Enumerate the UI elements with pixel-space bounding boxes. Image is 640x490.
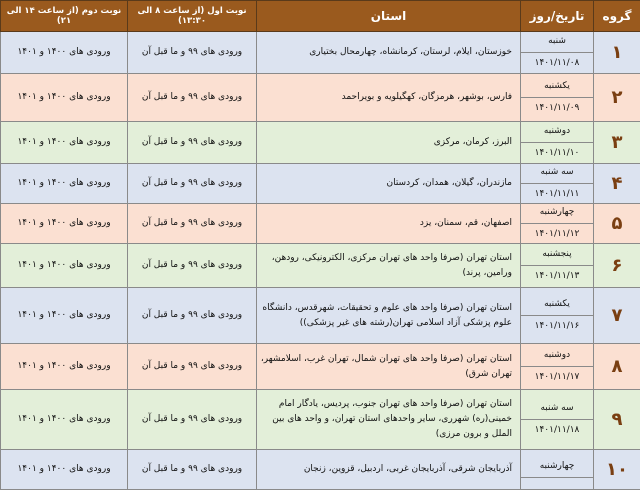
table-row bbox=[1, 32, 640, 74]
date-cell bbox=[521, 450, 594, 490]
table-row bbox=[1, 244, 640, 288]
province-cell: استان تهران (صرفا واحد های تهران شمال، تهران غرب، اسلامشهر، تهران شرق) bbox=[257, 344, 521, 390]
shift2-cell: ورودی های ۱۴۰۰ و ۱۴۰۱ bbox=[1, 288, 128, 344]
group-number: ۵ bbox=[594, 204, 640, 244]
date-value: ۱۴۰۱/۱۱/۱۳ bbox=[524, 269, 590, 284]
day-name: یکشنبه bbox=[521, 297, 593, 316]
province-cell: خوزستان، ایلام، لرستان، کرمانشاه، چهارمحال بختیاری bbox=[257, 32, 521, 74]
shift1-cell: ورودی های ۹۹ و ما قبل آن bbox=[128, 450, 257, 490]
table-row bbox=[1, 74, 640, 122]
shift1-cell: ورودی های ۹۹ و ما قبل آن bbox=[128, 244, 257, 288]
date-cell bbox=[521, 74, 594, 122]
province-cell: البرز، کرمان، مرکزی bbox=[257, 122, 521, 164]
group-number: ۷ bbox=[594, 288, 640, 344]
header-date: تاریخ/روز bbox=[521, 1, 594, 32]
date-value: ۱۴۰۱/۱۱/۱۰ bbox=[524, 146, 590, 161]
shift1-cell: ورودی های ۹۹ و ما قبل آن bbox=[128, 122, 257, 164]
shift1-cell: ورودی های ۹۹ و ما قبل آن bbox=[128, 204, 257, 244]
day-name: سه شنبه bbox=[521, 165, 593, 184]
shift2-cell: ورودی های ۱۴۰۰ و ۱۴۰۱ bbox=[1, 204, 128, 244]
header-row bbox=[1, 1, 640, 32]
province-cell: فارس، بوشهر، هرمزگان، کهگیلویه و بویراحمد bbox=[257, 74, 521, 122]
shift1-cell: ورودی های ۹۹ و ما قبل آن bbox=[128, 164, 257, 204]
group-number: ۱ bbox=[594, 32, 640, 74]
date-value: ۱۴۰۱/۱۱/۰۸ bbox=[524, 56, 590, 71]
date-cell bbox=[521, 204, 594, 244]
date-cell bbox=[521, 288, 594, 344]
group-number: ۴ bbox=[594, 164, 640, 204]
shift2-cell: ورودی های ۱۴۰۰ و ۱۴۰۱ bbox=[1, 74, 128, 122]
date-value: ۱۴۰۱/۱۱/۱۲ bbox=[524, 227, 590, 242]
day-name: شنبه bbox=[521, 34, 593, 53]
province-cell: مازندران، گیلان، همدان، کردستان bbox=[257, 164, 521, 204]
group-number: ۱۰ bbox=[594, 450, 640, 490]
shift2-cell: ورودی های ۱۴۰۰ و ۱۴۰۱ bbox=[1, 244, 128, 288]
date-value: ۱۴۰۱/۱۱/۱۷ bbox=[524, 370, 590, 385]
province-cell: استان تهران (صرفا واحد های تهران جنوب، پردیس، یادگار امام خمینی(ره) شهرری، سایر واحدهای استان تهران، و واحد های بین الملل و برون مرزی) bbox=[257, 390, 521, 450]
day-name: دوشنبه bbox=[521, 348, 593, 367]
table-row bbox=[1, 164, 640, 204]
day-name: سه شنبه bbox=[521, 401, 593, 420]
date-cell bbox=[521, 244, 594, 288]
date-cell bbox=[521, 390, 594, 450]
group-number: ۸ bbox=[594, 344, 640, 390]
day-name: یکشنبه bbox=[521, 79, 593, 98]
date-cell bbox=[521, 164, 594, 204]
header-shift2: نوبت دوم (از ساعت ۱۴ الی ۲۱) bbox=[1, 1, 128, 32]
province-cell: استان تهران (صرفا واحد های تهران مرکزی، الکترونیکی، رودهن، ورامین، پرند) bbox=[257, 244, 521, 288]
shift2-cell: ورودی های ۱۴۰۰ و ۱۴۰۱ bbox=[1, 344, 128, 390]
day-name: پنجشنبه bbox=[521, 247, 593, 266]
date-cell bbox=[521, 122, 594, 164]
date-cell bbox=[521, 32, 594, 74]
date-value: ۱۴۰۱/۱۱/۱۸ bbox=[524, 423, 590, 438]
shift2-cell: ورودی های ۱۴۰۰ و ۱۴۰۱ bbox=[1, 450, 128, 490]
day-name: دوشنبه bbox=[521, 124, 593, 143]
date-value: ۱۴۰۱/۱۱/۱۱ bbox=[524, 187, 590, 202]
shift1-cell: ورودی های ۹۹ و ما قبل آن bbox=[128, 390, 257, 450]
table-row bbox=[1, 344, 640, 390]
shift1-cell: ورودی های ۹۹ و ما قبل آن bbox=[128, 32, 257, 74]
province-cell: اصفهان، قم، سمنان، یزد bbox=[257, 204, 521, 244]
date-value: ۱۴۰۱/۱۱/۰۹ bbox=[524, 101, 590, 116]
table-row bbox=[1, 450, 640, 490]
table-row bbox=[1, 288, 640, 344]
header-shift1: نوبت اول (از ساعت ۸ الی ۱۳:۳۰) bbox=[128, 1, 257, 32]
province-cell: آذربایجان شرقی، آذربایجان غربی، اردبیل، قزوین، زنجان bbox=[257, 450, 521, 490]
group-number: ۳ bbox=[594, 122, 640, 164]
table-row bbox=[1, 122, 640, 164]
day-name: چهارشنبه bbox=[521, 459, 593, 478]
province-cell: استان تهران (صرفا واحد های علوم و تحقیقات، شهرقدس، دانشگاه علوم پزشکی آزاد اسلامی تهران(رشته های غیر پزشکی)) bbox=[257, 288, 521, 344]
group-number: ۲ bbox=[594, 74, 640, 122]
header-group: گروه bbox=[594, 1, 640, 32]
date-cell bbox=[521, 344, 594, 390]
shift1-cell: ورودی های ۹۹ و ما قبل آن bbox=[128, 288, 257, 344]
table-row bbox=[1, 204, 640, 244]
group-number: ۶ bbox=[594, 244, 640, 288]
table-row bbox=[1, 390, 640, 450]
date-value: ۱۴۰۱/۱۱/۱۶ bbox=[524, 319, 590, 334]
day-name: چهارشنبه bbox=[521, 205, 593, 224]
shift1-cell: ورودی های ۹۹ و ما قبل آن bbox=[128, 344, 257, 390]
shift2-cell: ورودی های ۱۴۰۰ و ۱۴۰۱ bbox=[1, 122, 128, 164]
shift2-cell: ورودی های ۱۴۰۰ و ۱۴۰۱ bbox=[1, 164, 128, 204]
shift2-cell: ورودی های ۱۴۰۰ و ۱۴۰۱ bbox=[1, 390, 128, 450]
group-number: ۹ bbox=[594, 390, 640, 450]
header-province: استان bbox=[257, 1, 521, 32]
shift2-cell: ورودی های ۱۴۰۰ و ۱۴۰۱ bbox=[1, 32, 128, 74]
shift1-cell: ورودی های ۹۹ و ما قبل آن bbox=[128, 74, 257, 122]
